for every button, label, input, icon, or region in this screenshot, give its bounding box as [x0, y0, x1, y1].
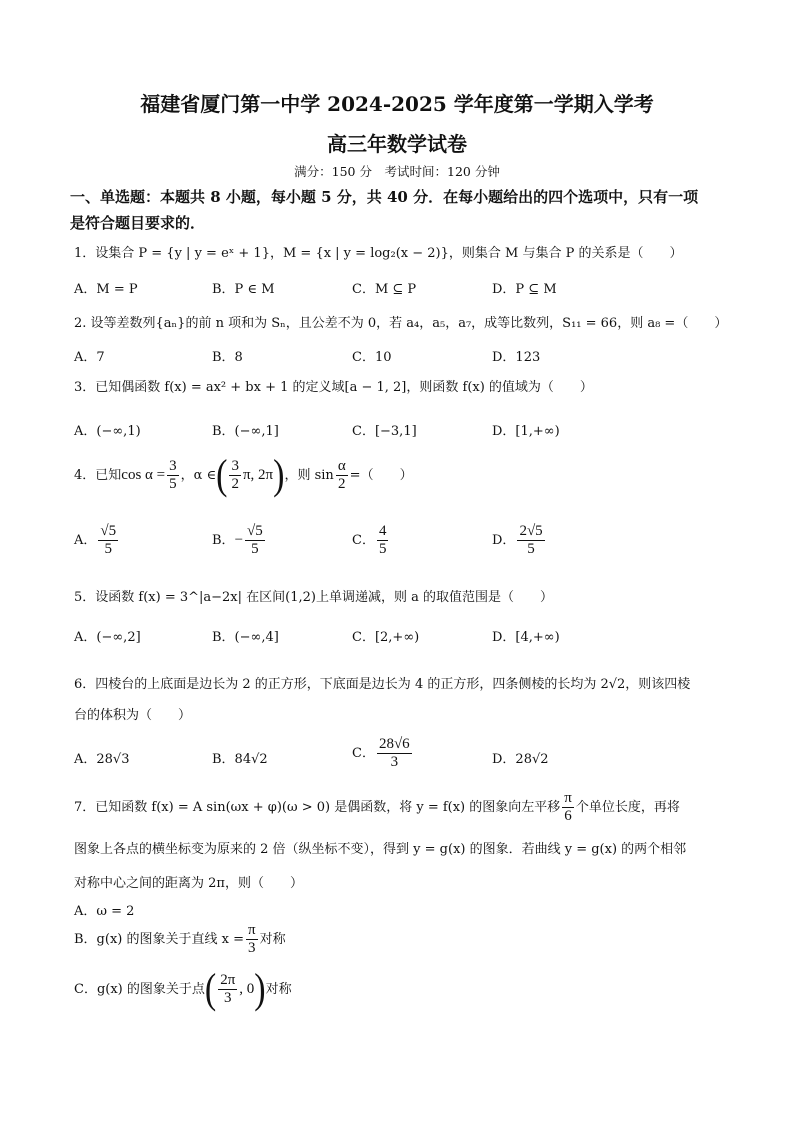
q6-option-b: B．84√2: [212, 752, 268, 767]
q4-option-c: C． $\frac{4}{5}$: [352, 523, 387, 557]
q3-option-c: C．[−3,1]: [352, 424, 417, 439]
q4-prefix: 4．已知: [74, 468, 122, 483]
q1-option-b: B．P ∈ M: [212, 282, 275, 297]
q2-option-d: D．123: [492, 350, 541, 365]
q2-option-c: C．10: [352, 350, 392, 365]
q4-fraction-alpha-2: $\frac{\alpha}{2}$: [337, 458, 346, 492]
q4-option-a: A． $\frac{√5}{5}$: [74, 523, 117, 557]
section-heading-line1: 一、单选题：本题共 8 小题，每小题 5 分，共 40 分．在每小题给出的四个选项中，只有一项: [70, 188, 699, 206]
q3-option-d: D．[1,+∞): [492, 424, 560, 439]
q2-option-a: A．7: [74, 350, 105, 365]
question-6-line1: 6．四棱台的上底面是边长为 2 的正方形，下底面是边长为 4 的正方形，四条侧棱的长均为 2√2，则该四棱: [74, 677, 691, 692]
q7-option-b: B．g(x) 的图象关于直线 x = $\frac{\pi}{3}$ 对称: [74, 922, 286, 956]
question-7-line2: 图象上各点的横坐标变为原来的 2 倍（纵坐标不变），得到 y = g(x) 的图象．若曲线 y = g(x) 的两个相邻: [74, 842, 687, 857]
exam-title: 福建省厦门第一中学 2024-2025 学年度第一学期入学考: [140, 92, 654, 116]
q1-option-d: D．P ⊆ M: [492, 282, 557, 297]
question-2-stem: 2. 设等差数列{aₙ}的前 n 项和为 Sₙ，且公差不为 0，若 a₄，a₅，a₇，成等比数列，S₁₁ = 66，则 a₈ =（ ）: [74, 316, 728, 331]
q4-end: =（ ）: [349, 468, 413, 483]
question-6-line2: 台的体积为（ ）: [74, 708, 192, 723]
q6-option-d: D．28√2: [492, 752, 549, 767]
question-5-stem: 5．设函数 f(x) = 3^|a−2x| 在区间(1,2)上单调递减，则 a 的取值范围是（ ）: [74, 590, 553, 605]
q6-option-a: A．28√3: [74, 752, 130, 767]
question-4-stem: 4．已知cos α = $\frac{3}{5}$ ，α ∈( $\frac{3}{2}$ π, 2π)，则 sin $\frac{\alpha}{2}$ =（ ）: [74, 451, 413, 498]
q7-fraction-pi-6: $\frac{\pi}{6}$: [564, 790, 572, 824]
question-7-line1: 7．已知函数 f(x) = A sin(ωx + φ)(ω > 0) 是偶函数，将 y = f(x) 的图象向左平移 $\frac{\pi}{6}$ 个单位长度，再将: [74, 790, 680, 824]
q7-option-a: A．ω = 2: [74, 904, 135, 919]
q4-interval: π, 2π: [242, 467, 274, 483]
q4-cos: cos α =: [121, 467, 166, 483]
exam-subtitle: 高三年数学试卷: [327, 132, 467, 156]
q4-alpha-in: ，α ∈: [180, 468, 217, 483]
question-1-stem: 1．设集合 P = {y | y = eˣ + 1}，M = {x | y = log₂(x − 2)}，则集合 M 与集合 P 的关系是（ ）: [74, 246, 683, 261]
q7-option-c: C．g(x) 的图象关于点( $\frac{2\pi}{3}$ , 0)对称: [74, 965, 292, 1012]
q5-option-a: A．(−∞,2]: [74, 630, 141, 645]
question-3-stem: 3．已知偶函数 f(x) = ax² + bx + 1 的定义域[a − 1, 2]，则函数 f(x) 的值域为（ ）: [74, 380, 593, 395]
exam-info: 满分：150 分 考试时间：120 分钟: [294, 164, 500, 179]
q4-then: ，则 sin: [284, 468, 334, 483]
q4-option-d: D． $\frac{2√5}{5}$: [492, 523, 543, 557]
section-heading-line2: 是符合题目要求的．: [70, 214, 206, 232]
q5-option-c: C．[2,+∞): [352, 630, 420, 645]
q4-option-b: B．− $\frac{√5}{5}$: [212, 523, 263, 557]
q4-fraction-3-5: $\frac{3}{5}$: [169, 458, 177, 492]
q3-option-a: A．(−∞,1): [74, 424, 141, 439]
q1-option-a: A．M = P: [74, 282, 138, 297]
question-7-line3: 对称中心之间的距离为 2π，则（ ）: [74, 876, 303, 891]
q5-option-d: D．[4,+∞): [492, 630, 560, 645]
q1-option-c: C．M ⊆ P: [352, 282, 417, 297]
q2-option-b: B．8: [212, 350, 243, 365]
q5-option-b: B．(−∞,4]: [212, 630, 279, 645]
q4-fraction-3-2: $\frac{3}{2}$: [231, 458, 239, 492]
q3-option-b: B．(−∞,1]: [212, 424, 279, 439]
q6-option-c: C． $\frac{28√6}{3}$: [352, 736, 410, 770]
